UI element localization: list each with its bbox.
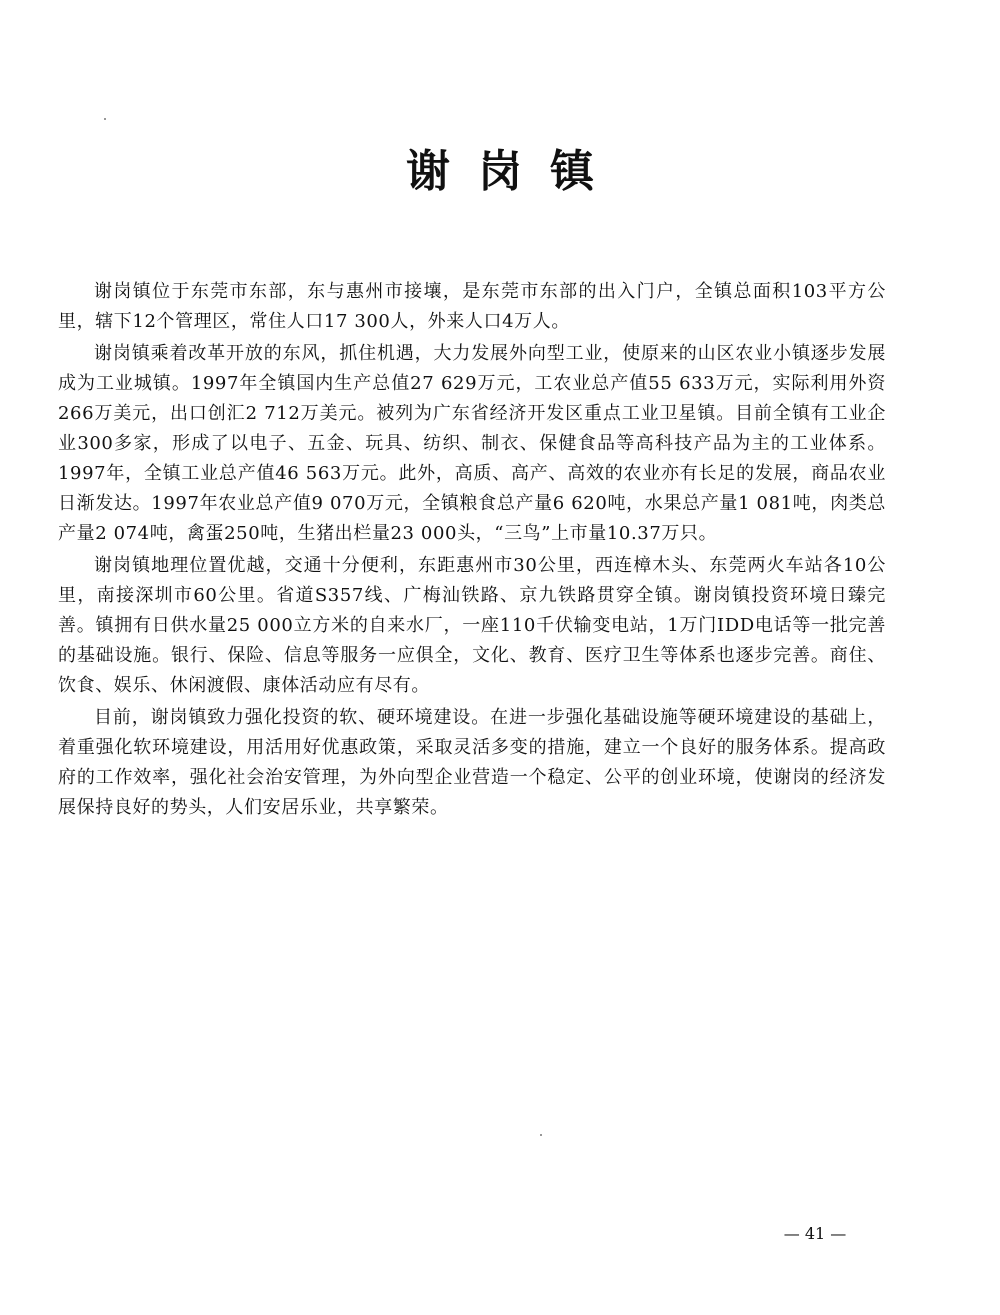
article-body — [58, 277, 886, 825]
scan-speck — [104, 118, 106, 120]
paragraph-overview: 谢岗镇位于东莞市东部，东与惠州市接壤，是东莞市东部的出入门户，全镇总面积103平方公里，辖下12个管理区，常住人口17 300人，外来人口4万人。 — [58, 281, 886, 332]
page-title: 谢岗镇 — [406, 146, 622, 197]
paragraph-economy: 谢岗镇乘着改革开放的东风，抓住机遇，大力发展外向型工业，使原来的山区农业小镇逐步发展成为工业城镇。1997年全镇国内生产总值27 629万元，工农业总产值55 633万元，实际利用外资266万美元，出口创汇2 712万美元。被列为广东省经济开发区重点工业卫星镇。目前全镇有工业企业300多家，形成了以电子、五金、玩具、纺织、制衣、保健食品等高科技产品为主的工业体系。1997年，全镇工业总产值46 563万元。此外，高质、高产、高效的农业亦有长足的发展，商品农业日渐发达。1997年农业总产值9 070万元，全镇粮食总产量6 620吨，水果总产量1 081吨，肉类总产量2 074吨，禽蛋250吨，生猪出栏量23 000头，“三鸟”上市量10.37万只。 — [58, 343, 886, 544]
paragraph-location: 谢岗镇地理位置优越，交通十分便利，东距惠州市30公里，西连樟木头、东莞两火车站各10公里，南接深圳市60公里。省道S357线、广梅汕铁路、京九铁路贯穿全镇。谢岗镇投资环境日臻完善。镇拥有日供水量25 000立方米的自来水厂，一座110千伏输变电站，1万门IDD电话等一批完善的基础设施。银行、保险、信息等服务一应俱全，文化、教育、医疗卫生等体系也逐步完善。商住、饮食、娱乐、休闲渡假、康体活动应有尽有。 — [58, 555, 886, 696]
scan-speck — [540, 1134, 542, 1136]
page-number: — 41 — — [783, 1224, 847, 1243]
paragraph-investment: 目前，谢岗镇致力强化投资的软、硬环境建设。在进一步强化基础设施等硬环境建设的基础上，着重强化软环境建设，用活用好优惠政策，采取灵活多变的措施，建立一个良好的服务体系。提高政府的工作效率，强化社会治安管理，为外向型企业营造一个稳定、公平的创业环境，使谢岗的经济发展保持良好的势头，人们安居乐业，共享繁荣。 — [58, 707, 886, 818]
